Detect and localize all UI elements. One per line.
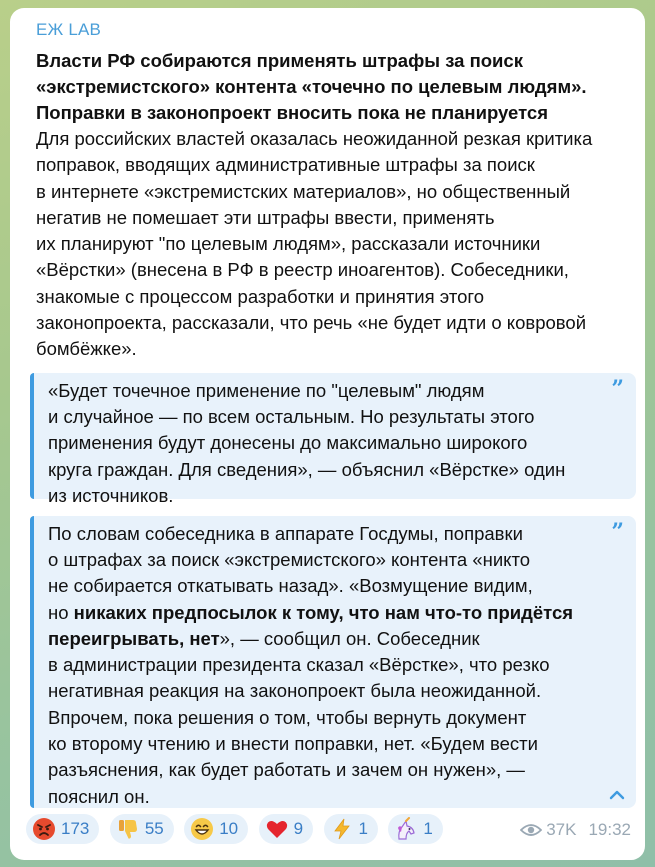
body-line: знакомые с процессом разработки и принятия этого: [36, 285, 485, 307]
quote-text: », — сообщил он. Собеседник: [219, 627, 480, 649]
reaction-count: 1: [358, 819, 368, 838]
body-line: негатив не помешает эти штрафы ввести, применять: [36, 206, 495, 228]
quote-line: «Будет точечное применение по "целевым" людям: [48, 379, 485, 401]
quote-bold-text: никаких предпосылок к тому, что нам что-то придётся: [73, 601, 574, 623]
quote-line: По словам собеседника в аппарате Госдумы, поправки: [48, 522, 523, 544]
reaction-unicorn[interactable]: [388, 814, 442, 844]
message-footer: [26, 814, 631, 848]
quote-line: негативная реакция на законопроект была неожиданной.: [48, 680, 542, 702]
reaction-count: 173: [61, 819, 90, 838]
reaction-count: 1: [423, 819, 433, 838]
quote-line: пояснил он.: [48, 785, 150, 807]
body-line: их планируют "по целевым людям», рассказали источники: [36, 233, 541, 255]
quote-line: и случайное — по всем остальным. Но результаты этого: [48, 405, 535, 427]
blockquote-2[interactable]: [30, 516, 636, 808]
reaction-count: 10: [219, 819, 239, 838]
quote-line: Впрочем, пока решения о том, чтобы вернуть документ: [48, 706, 527, 728]
body-line: Для российских властей оказалась неожиданной резкая критика: [36, 128, 593, 149]
reaction-count: 55: [144, 819, 164, 838]
view-count: 37K: [546, 820, 577, 839]
red-heart-icon: [265, 817, 289, 841]
headline-line: Поправки в законопроект вносить пока не планируется: [36, 102, 548, 123]
reaction-angry[interactable]: [26, 814, 99, 844]
reaction-count: 9: [293, 819, 304, 838]
post-body: [36, 126, 629, 363]
message-bubble: [10, 8, 645, 860]
reaction-thumbs-down[interactable]: [110, 814, 174, 844]
reaction-heart[interactable]: [259, 814, 313, 844]
quote-mark-icon: ”: [611, 518, 624, 545]
body-line: законопроекта, рассказали, что речь «не будет идти о ковровой: [36, 312, 587, 334]
headline-line: Власти РФ собираются применять штрафы за поиск: [36, 50, 523, 71]
quote-line: круга граждан. Для сведения», — объяснил «Вёрстке» один: [48, 458, 566, 480]
headline-line: «экстремистского» контента «точечно по целевым людям».: [36, 76, 587, 97]
eye-icon: [520, 822, 542, 838]
quote-bold-text: переигрывать, нет: [48, 627, 220, 649]
channel-name[interactable]: ЕЖ LAB: [36, 20, 102, 39]
angry-face-icon: [32, 817, 56, 841]
post-headline: [36, 48, 629, 126]
quote-line: применения будут донесены до максимально широкого: [48, 432, 528, 454]
body-line: «Вёрстки» (внесена в РФ в реестр иноагентов). Собеседники,: [36, 259, 569, 281]
body-line: поправок, вводящих административные штрафы за поиск: [36, 154, 535, 176]
reaction-lightning[interactable]: [324, 814, 378, 844]
quote-line: не собирается откатывать назад». «Возмущение видим,: [48, 575, 533, 597]
unicorn-icon: [394, 817, 418, 841]
quote-line: [48, 600, 596, 626]
reaction-grinning[interactable]: [184, 814, 248, 844]
collapse-chevron-icon[interactable]: [608, 788, 626, 802]
message-meta: [520, 820, 631, 840]
quote-line: из источников.: [48, 484, 174, 506]
quote-line: в администрации президента сказал «Вёрстке», что резко: [48, 654, 550, 676]
lightning-icon: [330, 817, 354, 841]
quote-line: о штрафах за поиск «экстремистского» контента «никто: [48, 548, 531, 570]
thumbs-down-icon: [116, 817, 140, 841]
quote-text: но: [48, 601, 74, 623]
message-time: 19:32: [588, 820, 631, 839]
blockquote-1: [30, 373, 636, 506]
quote-mark-icon: ”: [611, 375, 624, 402]
quote-line: разъяснения, как будет работать и зачем он нужен», —: [48, 759, 525, 781]
body-line: бомбёжке».: [36, 338, 137, 360]
quote-line: ко второму чтению и внести поправки, нет. «Будем вести: [48, 733, 538, 755]
body-line: в интернете «экстремистских материалов», но общественный: [36, 180, 571, 202]
grinning-face-icon: [190, 817, 214, 841]
quote-line: [48, 626, 596, 652]
